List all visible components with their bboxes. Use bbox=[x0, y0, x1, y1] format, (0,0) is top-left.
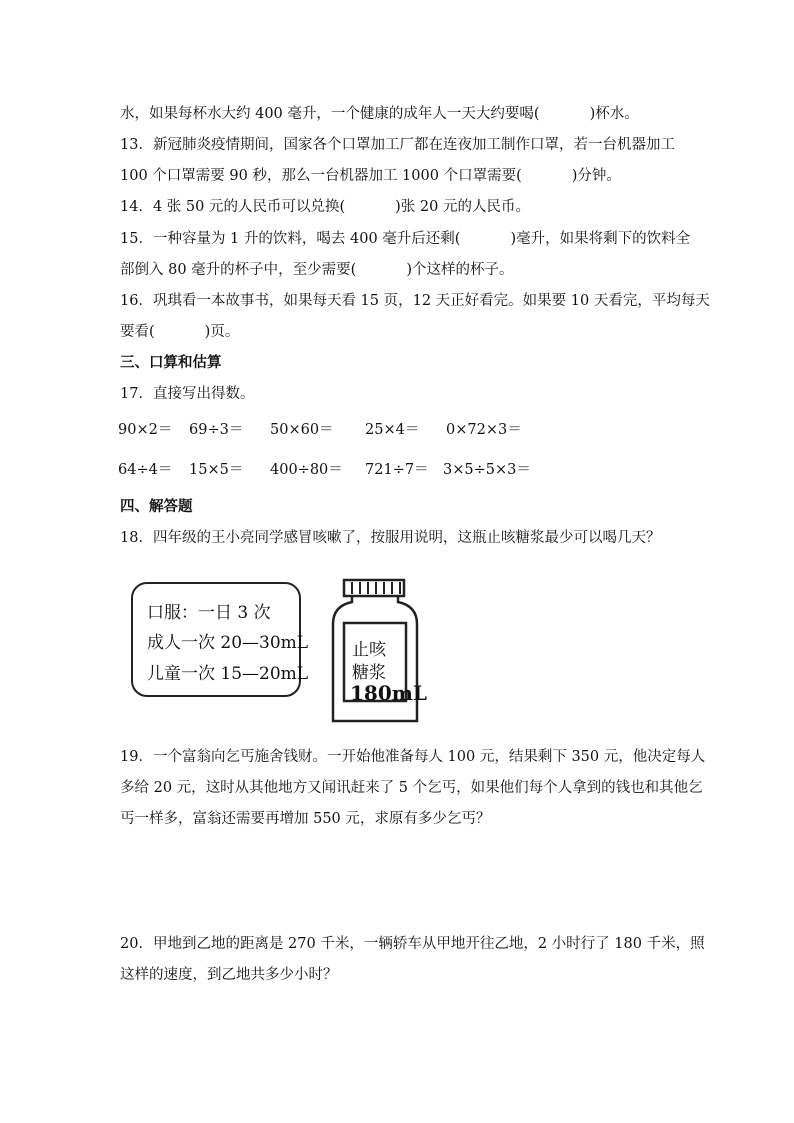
question-19-line-1: 19．一个富翁向乞丐施舍钱财。一开始他准备每人 100 元，结果剩下 350 元，他决定每人 bbox=[120, 749, 706, 765]
dosage-line: 儿童一次 15—20mL bbox=[147, 664, 309, 684]
calc-item: 25×4＝ bbox=[365, 422, 420, 438]
section-4-heading: 四、解答题 bbox=[120, 498, 193, 515]
calc-item: 50×60＝ bbox=[270, 422, 334, 438]
calc-item: 0×72×3＝ bbox=[446, 422, 522, 438]
bottle-label-line: 糖浆 bbox=[352, 663, 386, 683]
calc-item: 400÷80＝ bbox=[270, 462, 343, 478]
bottle-label-line: 止咳 bbox=[352, 640, 386, 660]
dosage-instructions-box bbox=[131, 582, 309, 697]
calc-item: 64÷4＝ bbox=[118, 462, 173, 478]
question-17: 17．直接写出得数。 bbox=[120, 386, 255, 402]
calc-item: 721÷7＝ bbox=[365, 462, 429, 478]
dosage-line: 口服：一日 3 次 bbox=[147, 603, 271, 623]
calc-item: 90×2＝ bbox=[118, 422, 173, 438]
question-15-line-2: 部倒入 80 毫升的杯子中，至少需要( )个这样的杯子。 bbox=[120, 262, 514, 278]
question-13-line-2: 100 个口罩需要 90 秒，那么一台机器加工 1000 个口罩需要( )分钟。 bbox=[120, 168, 621, 184]
question-16-line-2: 要看( )页。 bbox=[120, 324, 240, 340]
calc-item: 15×5＝ bbox=[189, 462, 244, 478]
question-19-line-3: 丐一样多，富翁还需要再增加 550 元，求原有多少乞丐？ bbox=[120, 811, 491, 827]
question-19-line-2: 多给 20 元，这时从其他地方又闻讯赶来了 5 个乞丐，如果他们每个人拿到的钱也和其他乞 bbox=[120, 780, 703, 796]
question-15-line-1: 15．一种容量为 1 升的饮料，喝去 400 毫升后还剩( )毫升，如果将剩下的饮料全 bbox=[120, 231, 691, 247]
q12-continuation: 水，如果每杯水大约 400 毫升，一个健康的成年人一天大约要喝( )杯水。 bbox=[120, 106, 639, 122]
question-18: 18．四年级的王小亮同学感冒咳嗽了，按服用说明，这瓶止咳糖浆最少可以喝几天？ bbox=[120, 530, 661, 546]
bottle-volume: 180mL bbox=[350, 681, 427, 705]
calc-item: 69÷3＝ bbox=[189, 422, 244, 438]
dosage-line: 成人一次 20—30mL bbox=[147, 633, 309, 653]
syrup-bottle bbox=[330, 578, 427, 728]
section-3-heading: 三、口算和估算 bbox=[120, 354, 222, 371]
question-14: 14．4 张 50 元的人民币可以兑换( )张 20 元的人民币。 bbox=[120, 199, 530, 215]
question-16-line-1: 16．巩琪看一本故事书，如果每天看 15 页，12 天正好看完。如果要 10 天看完，平均每天 bbox=[120, 293, 710, 309]
question-20-line-1: 20．甲地到乙地的距离是 270 千米，一辆轿车从甲地开往乙地，2 小时行了 180 千米，照 bbox=[120, 936, 705, 952]
calc-item: 3×5÷5×3＝ bbox=[443, 462, 531, 478]
question-20-line-2: 这样的速度，到乙地共多少小时？ bbox=[120, 967, 338, 983]
question-13-line-1: 13．新冠肺炎疫情期间，国家各个口罩加工厂都在连夜加工制作口罩，若一台机器加工 bbox=[120, 137, 675, 153]
